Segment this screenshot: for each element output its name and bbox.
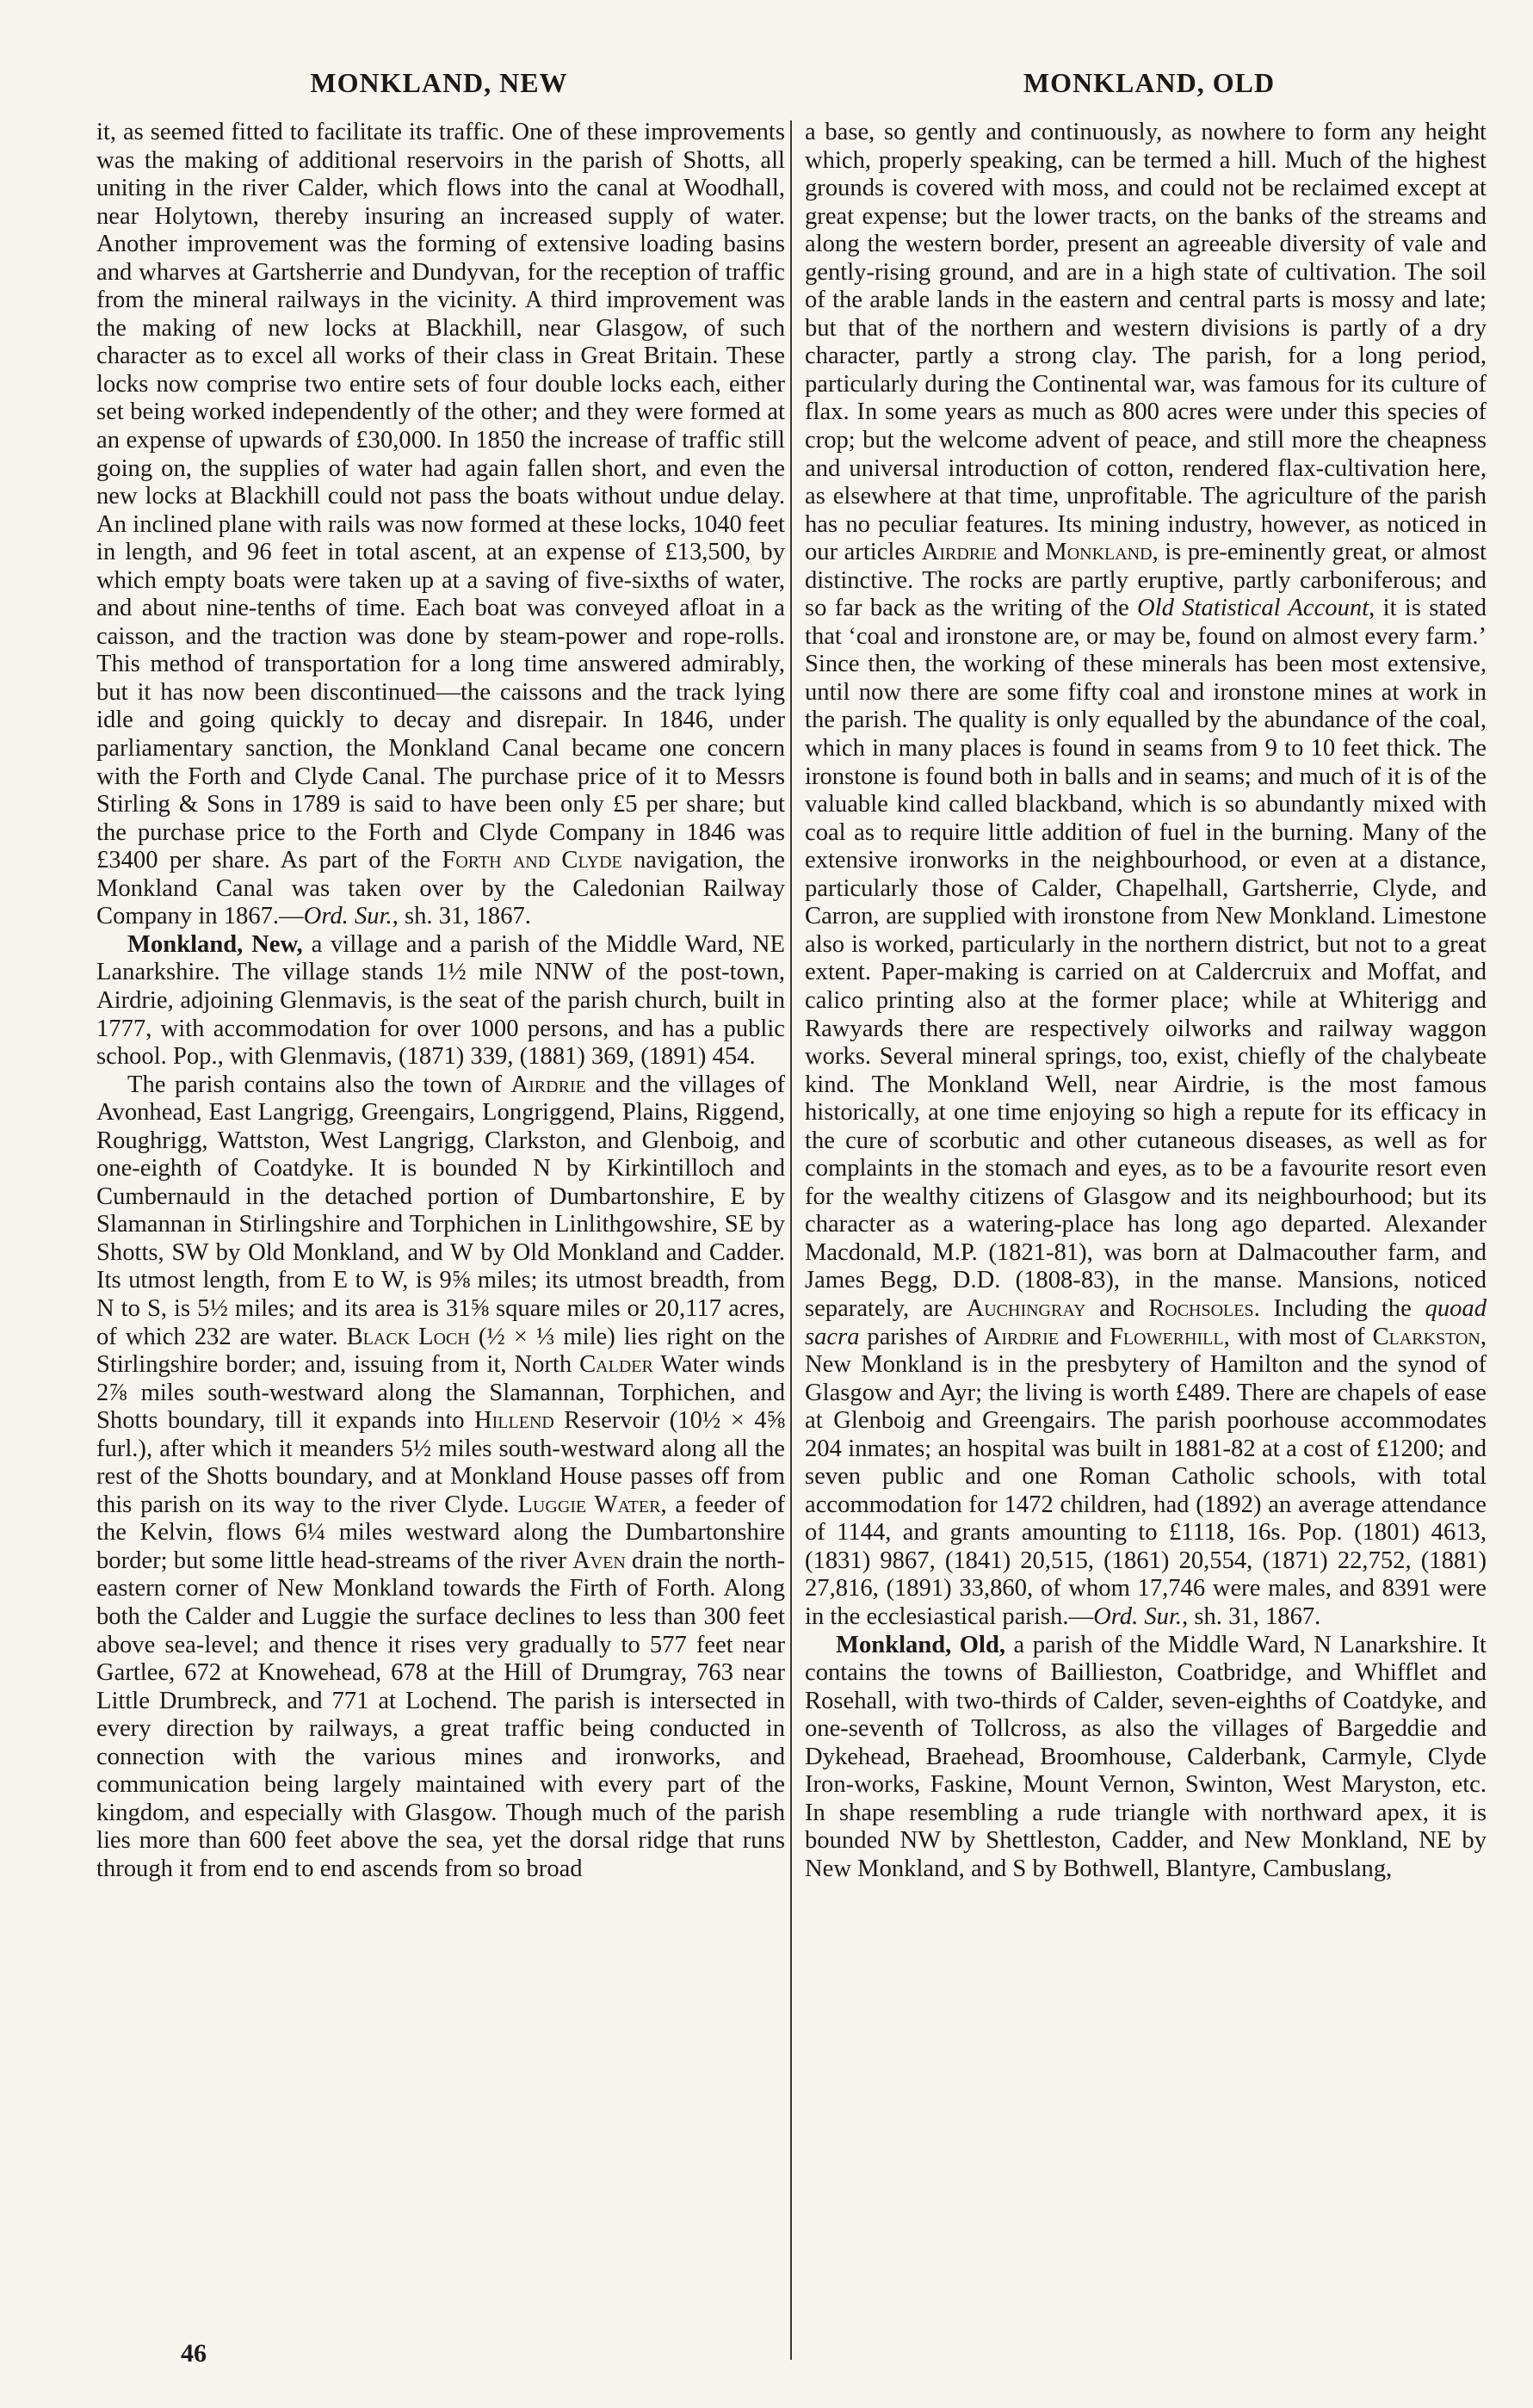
right-column [805, 119, 1487, 1883]
entry-monkland-new [96, 931, 785, 1071]
entry-heading: Monkland, New, [127, 930, 303, 958]
text-run: navigation, the Monkland Canal was taken over by the Caledonian Railway Company in 1867.— [96, 847, 785, 930]
text-run: it, as seemed fitted to facilitate its traffic. One of these improvements was the making of additional reservoirs in the parish of Shotts, all uniting in the river Calder, which flows into the canal at Woodhall, near Holytown, thereby insuring an increased supply of water. Another improvement was the forming of extensive loading basins and wharves at Gartsherrie and Dundyvan, for the reception of traffic from the mineral railways in the vicinity. A third improvement was the making of new locks at Blackhill, near Glasgow, of such character as to excel all works of their class in Great Britain. These locks now comprise two entire sets of four double locks each, either set being worked independently of the other; and they were formed at an expense of upwards of £30,000. In 1850 the increase of traffic still going on, the supplies of water had again fallen short, and even the new locks at Blackhill could not pass the boats without undue delay. An inclined plane with rails was now formed at these locks, 1040 feet in length, and 96 feet in total ascent, at an expense of £13,500, by which empty boats were taken up at a saving of five-sixths of water, and about nine-tenths of time. Each boat was conveyed afloat in a caisson, and the traction was done by steam-power and rope-rolls. This method of transportation for a long time answered admirably, but it has now been discontinued—the caissons and the track lying idle and going quickly to decay and disrepair. In 1846, under parliamentary sanction, the Monkland Canal became one concern with the Forth and Clyde Canal. The purchase price of it to Messrs Stirling & Sons in 1789 is said to have been only £5 per share; but the purchase price to the Forth and Clyde Company in 1846 was £3400 per share. As part of the [96, 119, 785, 874]
text-run: a village and a parish of the Middle Ward, NE Lanarkshire. The village stands 1½ mile NNW of the post-town, Airdrie, adjoining Glenmavis, is the seat of the parish church, built in 1777, with accommodation for over 1000 persons, and has a public school. Pop., with Glenmavis, (1871) 339, (1881) 369, (1891) 454. [96, 930, 785, 1071]
text-run: a base, so gently and continuously, as nowhere to form any height which, properly speaking, can be termed a hill. Much of the highest grounds is covered with moss, and could not be reclaimed except at great expense; but the lower tracts, on the banks of the streams and along the western border, present an agreeable diversity of vale and gently-rising ground, and are in a high state of cultivation. The soil of the arable lands in the eastern and central parts is mossy and late; but that of the northern and western divisions is partly of a dry character, partly a strong clay. The parish, for a long period, particularly during the Continental war, was famous for its culture of flax. In some years as much as 800 acres were under this species of crop; but the welcome advent of peace, and still more the cheapness and universal introduction of cotton, rendered flax-cultivation here, as elsewhere at that time, unprofitable. The agriculture of the parish has no peculiar features. Its mining industry, however, as noticed in our articles [805, 119, 1487, 566]
text-run: . Including the [1253, 1294, 1425, 1322]
cross-reference: Clarkston [1372, 1323, 1480, 1350]
text-run: , sh. 31, 1867. [1182, 1602, 1321, 1630]
cross-reference: Calder [579, 1351, 653, 1379]
text-run: , it is stated that ‘coal and ironstone are, or may be, found on almost every farm.’ Since then, the working of these minerals has been most extensive, until now there are some fifty coal and ironstone mines at work in the parish. The quality is only equalled by the abundance of the coal, which in many places is found in seams from 9 to 10 feet thick. The ironstone is found both in balls and in seams; and much of it is of the valuable kind called blackband, which is so abundantly mixed with coal as to require little addition of fuel in the burning. Many of the extensive ironworks in the neighbourhood, or even at a distance, particularly those of Calder, Chapelhall, Gartsherrie, Clyde, and Carron, are supplied with ironstone from New Monkland. Limestone also is worked, particularly in the northern district, but not to a great extent. Paper-making is carried on at Caldercruix and Moffat, and calico printing also at the former place; while at Whiterigg and Rawyards there are respectively oilworks and railway waggon works. Several mineral springs, too, exist, chiefly of the chalybeate kind. The Monkland Well, near Airdrie, is the most famous historically, at one time enjoying so high a repute for its efficacy in the cure of scorbutic and other cutaneous diseases, as well as for complaints in the stomach and eyes, as to be a favourite resort even for the wealthy citizens of Glasgow and its neighbourhood; but its character as a watering-place has long ago departed. Alexander Macdonald, M.P. (1821-81), was born at Dalmacouther farm, and James Begg, D.D. (1808-83), in the manse. Mansions, noticed separately, are [805, 595, 1487, 1322]
cross-reference: Airdrie [983, 1323, 1059, 1350]
citation: Old Statistical Account [1137, 595, 1369, 622]
text-run: , is pre-eminently great, or almost distinctive. The rocks are partly eruptive, partly carboniferous; and so far back as the writing of the [805, 539, 1487, 622]
text-run: and [1085, 1294, 1149, 1322]
text-run: drain the north-eastern corner of New Monkland towards the Firth of Forth. Along both the Calder and Luggie the surface declines to less than 300 feet above sea-level; and thence it rises very gradually to 577 feet near Gartlee, 672 at Knowehead, 678 at the Hill of Drumgray, 763 near Little Drumbreck, and 771 at Lochend. The parish is intersected in every direction by railways, a great traffic being conducted in connection with the various mines and ironworks, and communication being largely maintained with every part of the kingdom, and especially with Glasgow. Though much of the parish lies more than 600 feet above the sea, yet the dorsal ridge that runs through it from end to end ascends from so broad [96, 1547, 785, 1882]
text-run: Water winds 2⅞ miles south-westward along the Slamannan, Torphichen, and Shotts boundary, till it expands into [96, 1351, 785, 1435]
text-run: , sh. 31, 1867. [392, 903, 531, 930]
text-run: and the villages of Avonhead, East Langrigg, Greengairs, Longriggend, Plains, Riggend, Roughrigg, Wattston, West Langrigg, Clarkston, and Glenboig, and one-eighth of Coatdyke. It is bounded N by Kirkintilloch and Cumbernauld in the detached portion of Dumbartonshire, E by Slamannan in Stirlingshire and Torphichen in Linlithgowshire, SE by Shotts, SW by Old Monkland, and W by Old Monkland and Cadder. Its utmost length, from E to W, is 9⅝ miles; its utmost breadth, from N to S, is 5½ miles; and its area is 31⅝ square miles or 20,117 acres, of which 232 are water. [96, 1071, 785, 1350]
cross-reference: Aven [572, 1547, 626, 1574]
cross-reference: Airdrie [510, 1071, 586, 1098]
text-run: (½ × ⅓ mile) lies right on the Stirlingshire border; and, issuing from it, North [96, 1323, 786, 1379]
text-run: parishes of [859, 1323, 984, 1350]
running-head-right: MONKLAND, OLD [1023, 67, 1276, 98]
text-run: The parish contains also the town of [127, 1071, 511, 1098]
entry-heading: Monkland, Old, [836, 1631, 1006, 1658]
entry-monkland-old [805, 1632, 1487, 1884]
cross-reference: Hillend [473, 1407, 554, 1435]
cross-reference: Rochsoles [1148, 1294, 1254, 1322]
citation: Ord. Sur. [1093, 1602, 1183, 1630]
text-run: and [1058, 1323, 1110, 1350]
running-head-left: MONKLAND, NEW [310, 67, 568, 98]
cross-reference: Monkland [1045, 539, 1153, 566]
text-run: , a feeder of the Kelvin, flows 6¼ miles westward along the Dumbartonshire border; but some little head-streams of the river [96, 1491, 786, 1574]
cross-reference: Auchingray [966, 1294, 1086, 1322]
column-divider [790, 120, 792, 2360]
text-run: a parish of the Middle Ward, N Lanarkshire. It contains the towns of Baillieston, Coatbridge, and Whifflet and Rosehall, with two-thirds of Calder, seven-eighths of Coatdyke, and one-seventh of Tollcross, as also the villages of Bargeddie and Dykehead, Braehead, Broomhouse, Calderbank, Carmyle, Clyde Iron-works, Faskine, Mount Vernon, Swinton, West Maryston, etc. In shape resembling a rude triangle with northward apex, it is bounded NW by Shettleston, Cadder, and New Monkland, NE by New Monkland, and S by Bothwell, Blantyre, Cambuslang, [805, 1631, 1487, 1882]
text-run: and [996, 539, 1046, 566]
text-run: , with most of [1223, 1323, 1373, 1350]
cross-reference: Luggie Water [517, 1491, 661, 1518]
page-number: 46 [181, 2339, 207, 2368]
paragraph-parish-description [96, 1071, 785, 1884]
cross-reference: Black Loch [346, 1323, 470, 1350]
paragraph-canal-history [96, 119, 785, 931]
cross-reference: Airdrie [921, 539, 997, 566]
cross-reference: Flowerhill [1110, 1323, 1224, 1350]
cross-reference: Forth and Clyde [442, 847, 622, 874]
latin-term: quoad sacra [805, 1294, 1487, 1350]
text-run: Reservoir (10½ × 4⅝ furl.), after which it meanders 5½ miles south-westward along all the rest of the Shotts boundary, and at Monkland House passes off from this parish on its way to the river Clyde. [96, 1407, 785, 1518]
left-column [96, 119, 785, 1883]
citation: Ord. Sur. [303, 903, 393, 930]
paragraph-agriculture-mining [805, 119, 1487, 1632]
text-run: , New Monkland is in the presbytery of Hamilton and the synod of Glasgow and Ayr; the living is worth £489. There are chapels of ease at Glenboig and Greengairs. The parish poorhouse accommodates 204 inmates; an hospital was built in 1881-82 at a cost of £1200; and seven public and one Roman Catholic schools, with total accommodation for 1472 children, had (1892) an average attendance of 1144, and grants amounting to £1118, 16s. Pop. (1801) 4613, (1831) 9867, (1841) 20,515, (1861) 20,554, (1871) 22,752, (1881) 27,816, (1891) 33,860, of whom 17,746 were males, and 8391 were in the ecclesiastical parish.— [805, 1323, 1487, 1630]
